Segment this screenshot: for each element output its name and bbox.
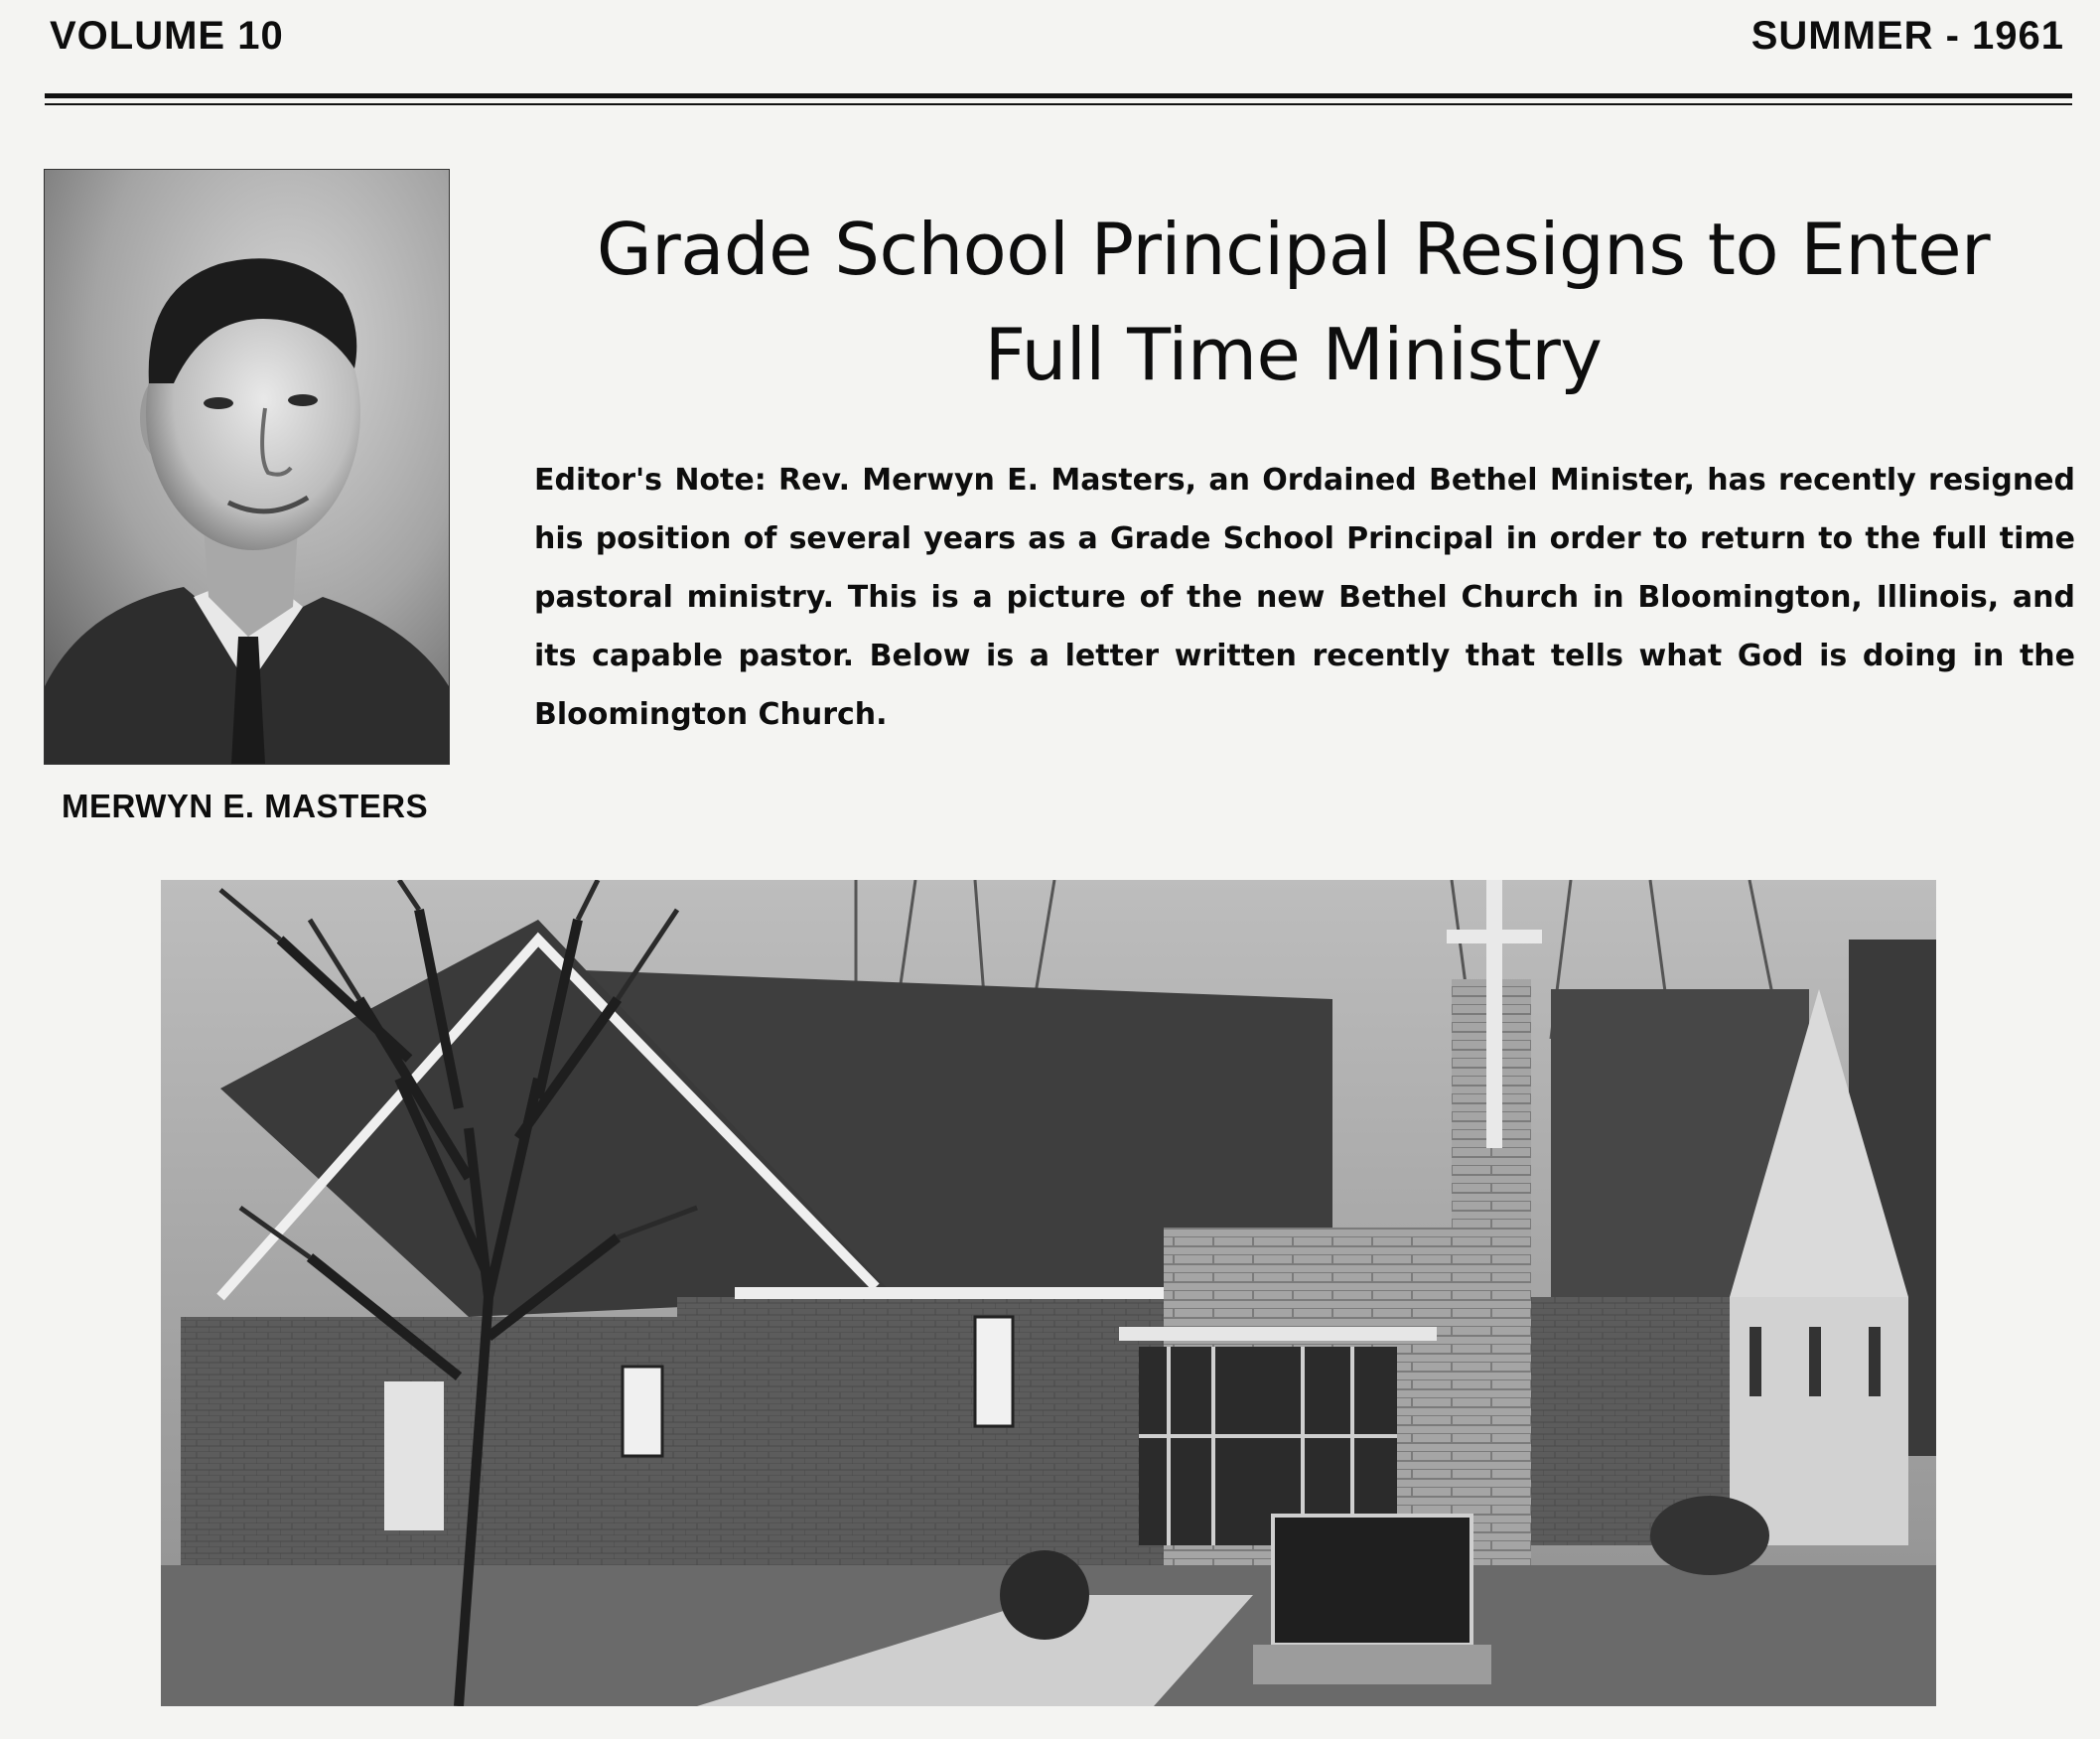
portrait-photo <box>44 169 450 765</box>
editors-note: Editor's Note: Rev. Merwyn E. Masters, an Ordained Bethel Minister, has recently resigned his position of several years as a Grade School Principal in order to return to the full time pastoral ministry. This is a picture of the new Bethel Church in Bloomington, Illinois, and its capable pastor. Below is a letter written recently that tells what God is doing in the Bloomington Church. <box>534 463 2075 732</box>
headline-line-2: Full Time Ministry <box>984 313 1603 396</box>
masthead-rule-thin <box>45 103 2072 105</box>
portrait-illustration <box>45 170 449 764</box>
issue-date: SUMMER - 1961 <box>1750 14 2064 58</box>
headline <box>511 197 2075 407</box>
masthead-rule <box>45 93 2072 98</box>
headline-line-1: Grade School Principal Resigns to Enter <box>596 208 1991 291</box>
church-illustration <box>161 880 1936 1706</box>
volume-label: VOLUME 10 <box>50 14 284 58</box>
portrait-caption: MERWYN E. MASTERS <box>62 788 429 824</box>
church-photo <box>161 880 1936 1706</box>
